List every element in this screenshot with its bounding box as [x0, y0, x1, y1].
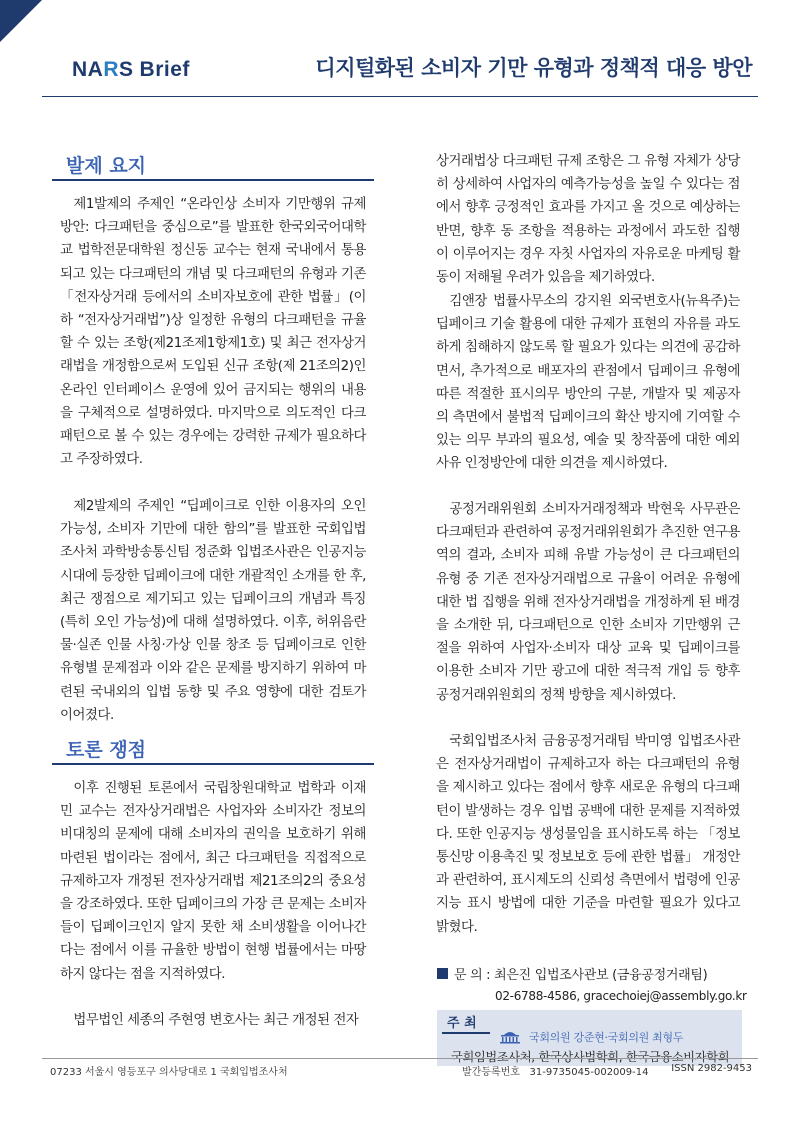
corner-decoration [0, 0, 42, 42]
section-heading-summary: 발제 요지 [52, 151, 374, 181]
logo-text-brief: Brief [139, 58, 190, 81]
footer-divider [42, 1058, 758, 1059]
left-paragraph-2: 제2발제의 주제인 “딥페이크로 인한 이용자의 오인 가능성, 소비자 기만에 대한 함의”를 발표한 국회입법조사처 과학방송통신팀 정준화 입법조사관은 인공지능 시대에 등장한 딥페이크에 대한 개괄적인 소개를 한 후, 최근 쟁점으로 제기되고 있는 딥페이크의 개념과 특징(특히 오인 가능성)에 대해 설명하였다. 이후, 허위음란물·실존 인물 사칭·가상 인물 창조 등 딥페이크로 인한 유형별 문제점과 이와 같은 문제를 방지하기 위하여 마련된 국내외의 입법 동향 및 주요 영향에 대한 검토가 이어졌다. [60, 499, 366, 723]
left-paragraph-4: 법무법인 세종의 주현영 변호사는 최근 개정된 전자 [73, 1013, 359, 1028]
header-divider [42, 96, 758, 97]
sponsor-organizations: 국회입법조사처, 한국상사법학회, 한국금융소비자학회 [451, 1050, 730, 1064]
contact-phone-email: 02-6788-4586, gracechoiej@assembly.go.kr [495, 989, 747, 1003]
logo-text-s: S [119, 58, 134, 81]
national-assembly-building-icon [499, 1030, 521, 1044]
nars-brief-logo [72, 58, 190, 82]
logo-text-r: R [103, 58, 120, 81]
logo-text-na: NA [72, 58, 104, 81]
footer-issn: ISSN 2982-9453 [671, 1063, 752, 1074]
left-paragraph-1: 제1발제의 주제인 “온라인상 소비자 기만행위 규제 방안: 다크패턴을 중심으로”를 발표한 한국외국어대학교 법학전문대학원 정신동 교수는 현재 국내에서 통용되고 있는 다크패턴의 개념 및 다크패턴의 유형과 기존 「전자상거래 등에서의 소비자보호에 관한 법률」(이하 “전자상거래법”)상 일정한 유형의 다크패턴을 규율할 수 있는 조항(제21조제1항제1호) 및 최근 전자상거래법을 개정함으로써 도입된 신규 조항(제 21조의2)인 온라인 인터페이스 운영에 있어 금지되는 행위의 내용을 구체적으로 설명하였다. 마지막으로 의도적인 다크패턴으로 볼 수 있는 경우에는 강력한 규제가 필요하다고 주장하였다. [60, 197, 366, 468]
sponsor-label: 주 최 [447, 1016, 477, 1031]
right-paragraph-1: 상거래법상 다크패턴 규제 조항은 그 유형 자체가 상당히 상세하여 사업자의 예측가능성을 높일 수 있다는 점에서 향후 긍정적인 효과를 가지고 올 것으로 예상하는 반면, 향후 동 조항을 적용하는 과정에서 과도한 집행이 이루어지는 경우 자칫 사업자의 자유로운 마케팅 활동이 저해될 우려가 있음을 제기하였다. [436, 154, 740, 286]
contact-person: 문 의 : 최은진 입법조사관보 (금융공정거래팀) [454, 968, 708, 983]
right-paragraph-4: 국회입법조사처 금융공정거래팀 박미영 입법조사관은 전자상거래법이 규제하고자 하는 다크패턴의 유형을 제시하고 있다는 점에서 향후 새로운 유형의 다크패턴이 발생하는 경우 입법 공백에 대한 문제를 지적하였다. 또한 인공지능 생성물임을 표시하도록 하는 「정보통신망 이용촉진 및 정보보호 등에 관한 법률」 개정안과 관련하여, 표시제도의 신뢰성 측면에서 법령에 인공지능 표시 방법에 대한 기준을 마련할 필요가 있다고 밝혔다. [436, 734, 740, 935]
right-paragraph-2: 김앤장 법률사무소의 강지원 외국변호사(뉴욕주)는 딥페이크 기술 활용에 대한 규제가 표현의 자유를 과도하게 침해하지 않도록 할 필요가 있다는 의견에 공감하면서, 추가적으로 배포자의 관점에서 딥페이크 유형에 따른 적절한 표시의무 방안의 구분, 개발자 및 제공자의 측면에서 불법적 딥페이크의 확산 방지에 기여할 수 있는 의무 부과의 필요성, 예술 및 창작품에 대한 예외사유 인정방안에 대한 의견을 제시하였다. [436, 294, 740, 472]
document-title: 디지털화된 소비자 기만 유형과 정책적 대응 방안 [315, 56, 752, 80]
footer-address: 07233 서울시 영등포구 의사당대로 1 국회입법조사처 [50, 1067, 288, 1078]
contact-info [437, 966, 747, 1006]
footer-registration-number: 발간등록번호 31-9735045-002009-14 [462, 1067, 649, 1078]
left-paragraph-3: 이후 진행된 토론에서 국립창원대학교 법학과 이재민 교수는 전자상거래법은 사업자와 소비자간 정보의 비대칭의 문제에 대해 소비자의 권익을 보호하기 위해 마련된 법이라는 점에서, 최근 다크패턴을 직접적으로 규제하고자 개정된 전자상거래법 제21조의2의 중요성을 강조하였다. 또한 딥페이크의 가장 큰 문제는 소비자들이 딥페이크인지 알지 못한 채 소비생활을 이어나간다는 점에서 이를 규율한 방법이 현행 법률에서는 마땅하지 않다는 점을 지적하였다. [60, 781, 366, 982]
section-heading-discussion: 토론 쟁점 [52, 735, 374, 765]
square-bullet-icon [437, 968, 448, 979]
right-paragraph-3: 공정거래위원회 소비자거래정책과 박현욱 사무관은 다크패턴과 관련하여 공정거래위원회가 추진한 연구용역의 결과, 소비자 피해 유발 가능성이 큰 다크패턴의 유형 중 기존 전자상거래법으로 규율이 어려운 유형에 대한 법 집행을 위해 전자상거래법을 개정하게 된 배경을 소개한 뒤, 다크패턴으로 인한 소비자 기만행위 근절을 위하여 사업자·소비자 대상 교육 및 딥페이크를 이용한 소비자 기만 광고에 대한 적극적 개입 등 향후 공정거래위원회의 정책 방향을 제시하였다. [436, 502, 740, 703]
sponsor-label-underline [442, 1032, 490, 1034]
sponsor-members: 국회의원 강준현·국회의원 최형두 [529, 1031, 684, 1044]
